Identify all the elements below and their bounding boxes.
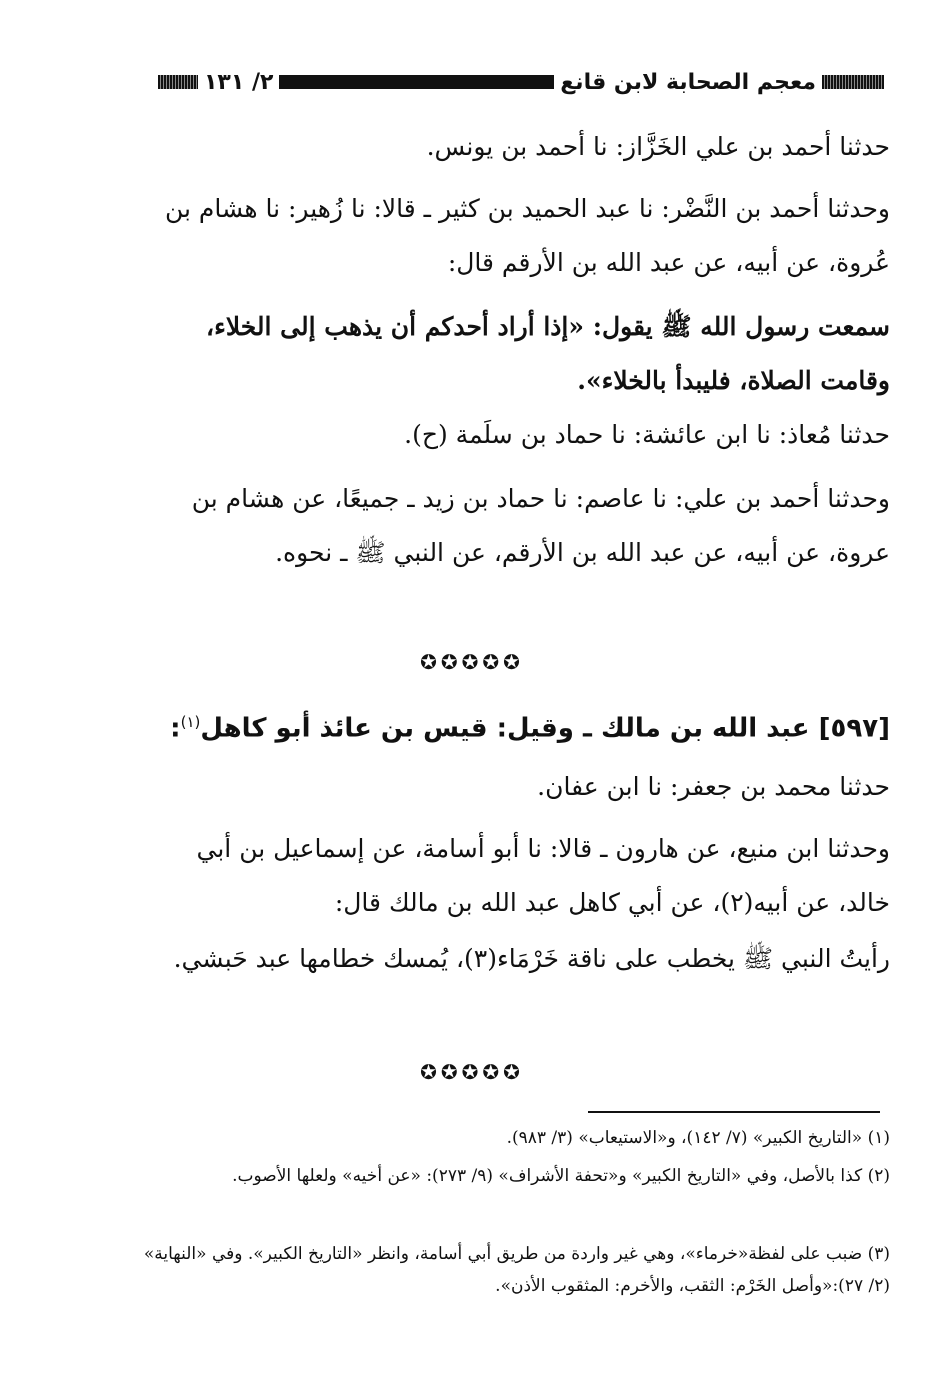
header-ornament-left — [158, 75, 198, 89]
footnote-rule — [588, 1111, 880, 1113]
entry-heading-text: [٥٩٧] عبد الله بن مالك ـ وقيل: قيس بن عائذ أبو كاهل — [200, 713, 890, 744]
entry-footnote-mark: (١) — [180, 713, 201, 731]
entry-heading-colon: : — [170, 713, 181, 744]
section-separator-2: ✪✪✪✪✪ — [420, 1060, 524, 1084]
paragraph-6: حدثنا محمد بن جعفر: نا ابن عفان. — [537, 772, 890, 801]
header-rule — [279, 75, 554, 89]
paragraph-4: حدثنا مُعاذ: نا ابن عائشة: نا حماد بن سلَمة (ح). — [404, 420, 890, 449]
section-separator: ✪✪✪✪✪ — [420, 650, 524, 674]
paragraph-2: وحدثنا أحمد بن النَّضْر: نا عبد الحميد بن كثير ـ قالا: نا زُهير: نا هشام بن عُروة، عن أبيه، عن عبد الله بن الأرقم قال: — [165, 194, 890, 277]
footnote-3: (٣) ضبب على لفظة«خرماء»، وهي غير واردة من طريق أبي أسامة، وانظر «التاريخ الكبير». وفي «النهاية» (٢/ ٢٧):«وأصل الخَرْم: الثقب، والأخرم: المثقوب الأذن». — [143, 1244, 890, 1296]
paragraph-8: رأيتُ النبي ﷺ يخطب على ناقة خَرْمَاء(٣)، يُمسك خطامها عبد حَبشي. — [173, 944, 890, 973]
paragraph-1: حدثنا أحمد بن علي الخَزَّاز: نا أحمد بن يونس. — [426, 132, 890, 161]
header-book-title: معجم الصحابة لابن قانع — [560, 69, 816, 95]
paragraph-7: وحدثنا ابن منيع، عن هارون ـ قالا: نا أبو أسامة، عن إسماعيل بن أبي خالد، عن أبيه(٢)، عن أبي كاهل عبد الله بن مالك قال: — [196, 834, 890, 917]
running-header — [152, 64, 890, 100]
paragraph-5: وحدثنا أحمد بن علي: نا عاصم: نا حماد بن زيد ـ جميعًا، عن هشام بن عروة، عن أبيه، عن عبد الله بن الأرقم، عن النبي ﷺ ـ نحوه. — [191, 484, 890, 567]
footnote-2: (٢) كذا بالأصل، وفي «التاريخ الكبير» و«تحفة الأشراف» (٩/ ٢٧٣): «عن أخيه» ولعلها الأصوب. — [232, 1166, 890, 1186]
hadith-text: سمعت رسول الله ﷺ يقول: «إذا أراد أحدكم أن يذهب إلى الخلاء، وقامت الصلاة، فليبدأ بالخلاء». — [206, 312, 890, 395]
header-page-number: ٢/ ١٣١ — [204, 69, 274, 95]
header-ornament-right — [822, 75, 884, 89]
footnote-1: (١) «التاريخ الكبير» (٧/ ١٤٢)، و«الاستيعاب» (٣/ ٩٨٣). — [506, 1128, 890, 1148]
entry-heading — [142, 702, 890, 749]
